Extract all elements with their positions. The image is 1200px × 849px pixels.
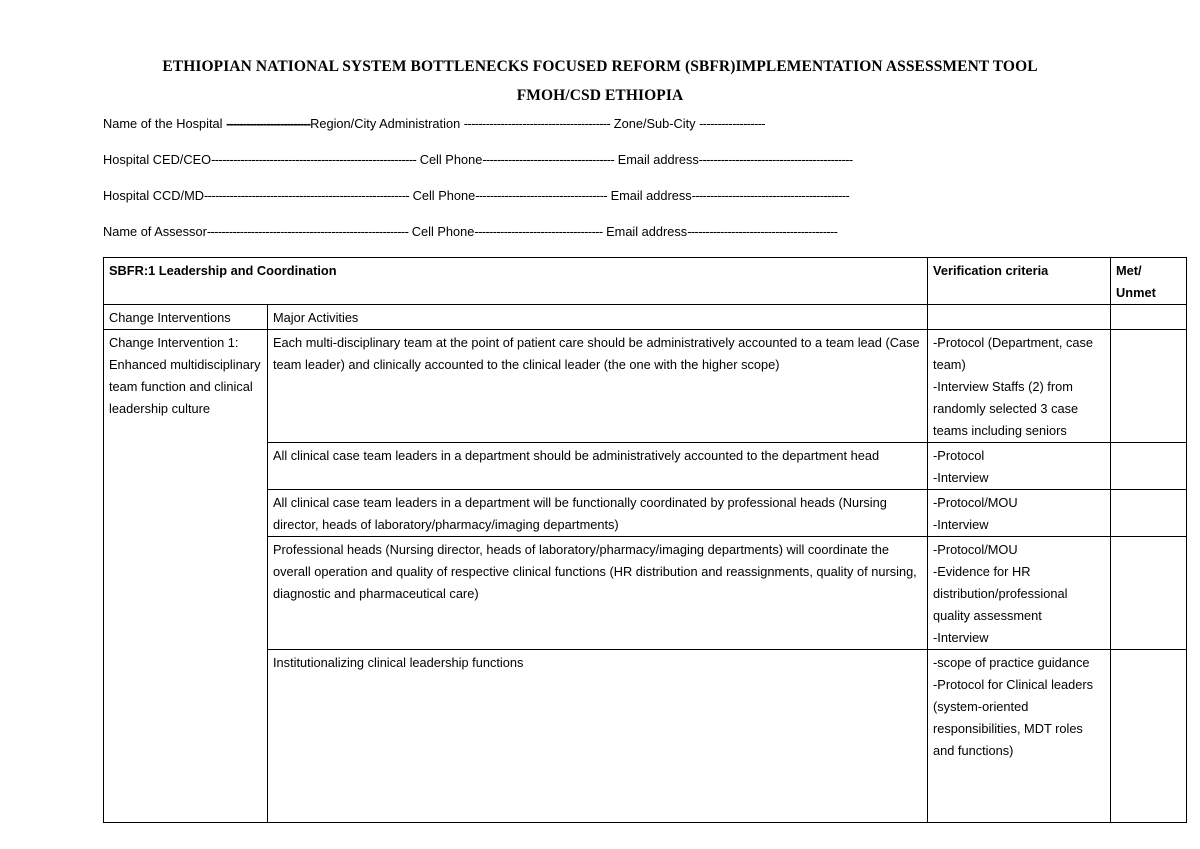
criteria-item: -Protocol for Clinical leaders (system-oriented responsibilities, MDT roles and functions) [933,677,1094,758]
table-header-row [104,258,1187,305]
ccd-phone-field[interactable]: ------------------------------------ [475,188,608,203]
ced-info-row [103,152,853,167]
zone-field[interactable]: ------------------ [699,116,766,131]
met-unmet-cell[interactable] [1111,443,1187,490]
ccd-phone-label: Cell Phone [412,188,476,203]
major-activities-header: Major Activities [268,305,928,330]
verification-empty-cell [928,305,1111,330]
criteria-item: -Interview Staffs (2) from randomly selected 3 case teams including seniors [933,379,1079,438]
activity-cell: All clinical case team leaders in a department should be administratively accounted to the department head [268,443,928,490]
criteria-item: -Protocol [933,448,985,463]
region-field[interactable]: ---------------------------------------- [463,116,611,131]
ced-name-field[interactable]: -------------------------------------------------------- [211,152,417,167]
criteria-item: -scope of practice guidance [933,655,1090,670]
assessor-email-field[interactable]: ----------------------------------------- [687,224,838,239]
criteria-cell [928,330,1111,443]
criteria-cell [928,443,1111,490]
met-unmet-cell[interactable] [1111,537,1187,650]
criteria-item: -Protocol/MOU [933,495,1018,510]
ced-phone-label: Cell Phone [419,152,483,167]
hospital-info-row [103,116,765,131]
ccd-email-field[interactable]: ------------------------------------------- [691,188,850,203]
column-label-row [104,305,1187,330]
activity-cell: Each multi-disciplinary team at the point of patient care should be administratively accounted to a team lead (Case team leader) and clinically accounted to the clinical leader (the one with the higher scope) [268,330,928,443]
activity-cell: Institutionalizing clinical leadership functions [268,650,928,823]
met-empty-cell[interactable] [1111,305,1187,330]
criteria-cell [928,537,1111,650]
assessor-info-row [103,224,837,239]
met-unmet-cell[interactable] [1111,650,1187,823]
met-header: Met/ Unmet [1111,258,1187,305]
assessor-phone-field[interactable]: ----------------------------------- [474,224,603,239]
zone-label: Zone/Sub-City [613,116,696,131]
criteria-item: -Protocol/MOU [933,542,1018,557]
activity-cell: All clinical case team leaders in a department will be functionally coordinated by professional heads (Nursing director, heads of laboratory/pharmacy/imaging departments) [268,490,928,537]
ced-email-field[interactable]: ------------------------------------------ [698,152,853,167]
met-unmet-cell[interactable] [1111,490,1187,537]
change-intervention-cell: Change Intervention 1: Enhanced multidisciplinary team function and clinical leadership culture [104,330,268,823]
ccd-info-row [103,188,849,203]
ced-label: Hospital CED/CEO [103,152,212,167]
met-unmet-cell[interactable] [1111,330,1187,443]
hospital-name-field[interactable]: ------------------------- [226,116,311,131]
criteria-item: -Interview [933,630,989,645]
assessor-email-label: Email address [606,224,688,239]
verification-header: Verification criteria [928,258,1111,305]
change-interventions-header: Change Interventions [104,305,268,330]
document-title: ETHIOPIAN NATIONAL SYSTEM BOTTLENECKS FOCUSED REFORM (SBFR)IMPLEMENTATION ASSESSMENT TOOL [162,58,1038,75]
criteria-item: -Interview [933,517,989,532]
criteria-item: -Evidence for HR distribution/professional quality assessment [933,564,1068,623]
assessor-label: Name of Assessor [103,224,207,239]
criteria-item: -Interview [933,470,989,485]
ccd-label: Hospital CCD/MD [103,188,204,203]
criteria-cell [928,490,1111,537]
hospital-name-label: Name of the Hospital [103,116,223,131]
assessor-name-field[interactable]: ------------------------------------------------------- [206,224,409,239]
ced-phone-field[interactable]: ------------------------------------ [482,152,615,167]
criteria-cell [928,650,1111,823]
criteria-item: -Protocol (Department, case team) [933,335,1094,372]
ccd-name-field[interactable]: -------------------------------------------------------- [203,188,410,203]
table-row [104,330,1187,443]
assessor-phone-label: Cell Phone [411,224,475,239]
section-title: SBFR:1 Leadership and Coordination [104,258,928,305]
region-label: Region/City Administration [310,116,461,131]
activity-cell: Professional heads (Nursing director, heads of laboratory/pharmacy/imaging departments) will coordinate the overall operation and quality of respective clinical functions (HR distribution and reassignments, quality of nursing, diagnostic and pharmaceutical care) [268,537,928,650]
ced-email-label: Email address [617,152,699,167]
document-subtitle: FMOH/CSD ETHIOPIA [516,87,684,104]
assessment-table [103,257,1187,823]
ccd-email-label: Email address [610,188,692,203]
